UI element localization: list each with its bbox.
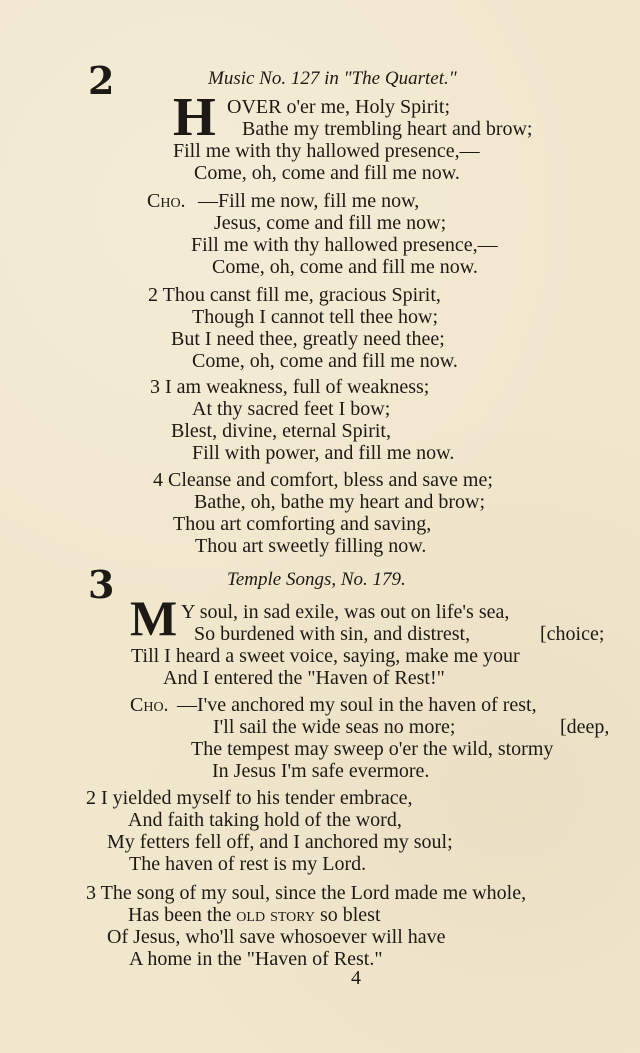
hymn-3-verse-3-line-2-pre: Has been the — [128, 904, 237, 926]
hymn-3-verse-2-line-4: The haven of rest is my Lord. — [129, 853, 367, 875]
hymn-3-chorus-label: Cho. — [130, 694, 169, 716]
hymn-2-line-1: OVER o'er me, Holy Spirit; — [227, 96, 451, 118]
hymn-2-verse-2-line-3: But I need thee, greatly need thee; — [171, 328, 445, 350]
hymn-2-verse-4-line-3: Thou art comforting and saving, — [173, 513, 432, 535]
hymn-2-verse-2-line-1: 2 Thou canst fill me, gracious Spirit, — [148, 284, 441, 306]
hymn-2-verse-2-line-4: Come, oh, come and fill me now. — [192, 350, 458, 372]
hymn-2-chorus-line-4: Come, oh, come and fill me now. — [212, 256, 478, 278]
hymn-2-line-3: Fill me with thy hallowed presence,— — [173, 140, 480, 162]
hymn-3-chorus-line-1: —I've anchored my soul in the haven of rest, — [177, 694, 537, 716]
hymn-2-line-2: Bathe my trembling heart and brow; — [242, 118, 533, 140]
hymn-3-line-4: And I entered the "Haven of Rest!" — [163, 667, 445, 689]
hymn-2-verse-4-line-1: 4 Cleanse and comfort, bless and save me; — [153, 469, 493, 491]
hymn-3-chorus-line-4: In Jesus I'm safe evermore. — [212, 760, 430, 782]
hymn-3-verse-3-line-4: A home in the "Haven of Rest." — [129, 948, 383, 970]
hymn-3-line-2-bracket: [choice; — [540, 623, 605, 645]
page-number: 4 — [351, 967, 361, 989]
hymn-3-verse-3-line-2-post: so blest — [314, 904, 381, 926]
hymn-2-verse-4-line-2: Bathe, oh, bathe my heart and brow; — [194, 491, 486, 513]
hymn-2-number: 2 — [88, 58, 115, 103]
hymn-3-number: 3 — [88, 562, 115, 607]
hymn-3-dropcap: M — [130, 590, 178, 646]
hymn-2-line-4: Come, oh, come and fill me now. — [194, 162, 460, 184]
hymn-3-verse-2-line-2: And faith taking hold of the word, — [128, 809, 402, 831]
hymn-3-line-3: Till I heard a sweet voice, saying, make me your — [131, 645, 520, 667]
hymn-2-chorus-label: Cho. — [147, 190, 186, 212]
hymn-2-dropcap: H — [173, 86, 216, 147]
hymn-3-chorus-line-3: The tempest may sweep o'er the wild, stormy — [191, 738, 554, 760]
hymn-3-verse-3-old-story: old story — [236, 904, 315, 926]
hymn-2-chorus-line-1: —Fill me now, fill me now, — [198, 190, 420, 212]
hymn-2-verse-3-line-3: Blest, divine, eternal Spirit, — [171, 420, 391, 442]
hymn-2-chorus-line-3: Fill me with thy hallowed presence,— — [191, 234, 498, 256]
hymn-3-verse-3-line-3: Of Jesus, who'll save whosoever will have — [107, 926, 446, 948]
hymn-3-verse-2-line-1: 2 I yielded myself to his tender embrace, — [86, 787, 413, 809]
hymn-2-source: Music No. 127 in "The Quartet." — [208, 68, 457, 89]
hymn-2-verse-3-line-2: At thy sacred feet I bow; — [192, 398, 391, 420]
hymn-3-line-1: Y soul, in sad exile, was out on life's sea, — [181, 601, 510, 623]
hymn-2-verse-2-line-2: Though I cannot tell thee how; — [192, 306, 439, 328]
hymn-3-chorus-line-2: I'll sail the wide seas no more; — [213, 716, 456, 738]
hymn-2-verse-4-line-4: Thou art sweetly filling now. — [195, 535, 427, 557]
hymn-3-verse-3-line-1: 3 The song of my soul, since the Lord made me whole, — [86, 882, 527, 904]
hymn-3-verse-2-line-3: My fetters fell off, and I anchored my soul; — [107, 831, 453, 853]
hymn-2-verse-3-line-4: Fill with power, and fill me now. — [192, 442, 455, 464]
hymn-2-verse-3-line-1: 3 I am weakness, full of weakness; — [150, 376, 430, 398]
hymn-3-source: Temple Songs, No. 179. — [227, 569, 406, 590]
hymn-3-line-2: So burdened with sin, and distrest, — [194, 623, 471, 645]
hymn-3-chorus-line-2-bracket: [deep, — [560, 716, 610, 738]
hymn-3-verse-3-line-2 — [128, 905, 381, 925]
hymn-2-chorus-line-2: Jesus, come and fill me now; — [214, 212, 447, 234]
